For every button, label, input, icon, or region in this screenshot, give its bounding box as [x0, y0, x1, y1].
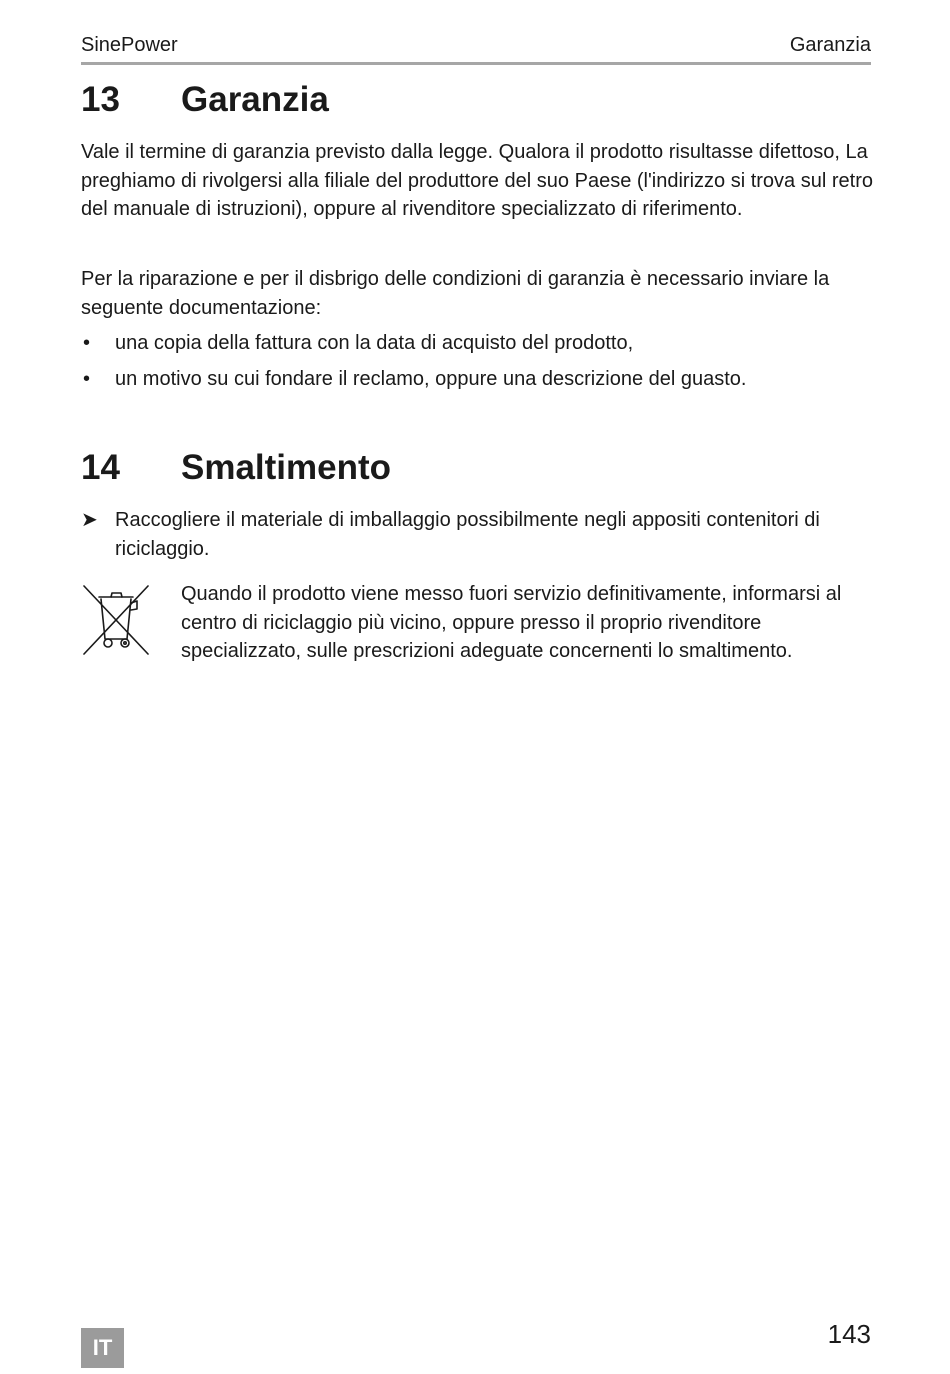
- section-13-title: Garanzia: [181, 80, 329, 119]
- bullet-icon: •: [83, 332, 91, 354]
- warranty-paragraph: Vale il termine di garanzia previsto dalla legge. Qualora il prodotto risultasse difettoso, La preghiamo di rivolgersi alla filiale del produttore del suo Paese (l'indirizzo si trova sul retro del manuale di istruzioni), oppure al rivenditore specializzato di riferimento.: [81, 141, 873, 220]
- running-header: [81, 32, 871, 65]
- section-14-title: Smaltimento: [181, 448, 392, 487]
- section-13-heading: [81, 80, 329, 120]
- bullet-icon: •: [83, 368, 91, 390]
- header-chapter-name: Garanzia: [789, 34, 871, 56]
- language-badge: IT: [81, 1328, 124, 1368]
- list-item: [81, 365, 876, 394]
- list-item-text: un motivo su cui fondare il reclamo, oppure una descrizione del guasto.: [115, 368, 747, 390]
- instruction-step: [81, 506, 876, 563]
- section-14-number: 14: [81, 448, 120, 487]
- list-item-text: una copia della fattura con la data di acquisto del prodotto,: [115, 332, 634, 354]
- section-14-heading: [81, 448, 391, 488]
- arrow-icon: ➤: [81, 509, 98, 531]
- instruction-step-text: Raccogliere il materiale di imballaggio possibilmente negli appositi contenitori di riciclaggio.: [115, 509, 820, 560]
- disposal-note: Quando il prodotto viene messo fuori servizio definitivamente, informarsi al centro di riciclaggio più vicino, oppure presso il proprio rivenditore specializzato, sulle prescrizioni adeguate concernenti lo smaltimento.: [181, 583, 842, 662]
- page-number: 143: [827, 1319, 871, 1349]
- list-item: [81, 329, 876, 358]
- documentation-list: [81, 329, 876, 401]
- section-13-number: 13: [81, 80, 120, 119]
- crossed-out-wheelie-bin-icon: [81, 583, 151, 657]
- documentation-paragraph: Per la riparazione e per il disbrigo delle condizioni di garanzia è necessario inviare la seguente documentazione:: [81, 268, 830, 319]
- header-product-name: SinePower: [81, 34, 178, 56]
